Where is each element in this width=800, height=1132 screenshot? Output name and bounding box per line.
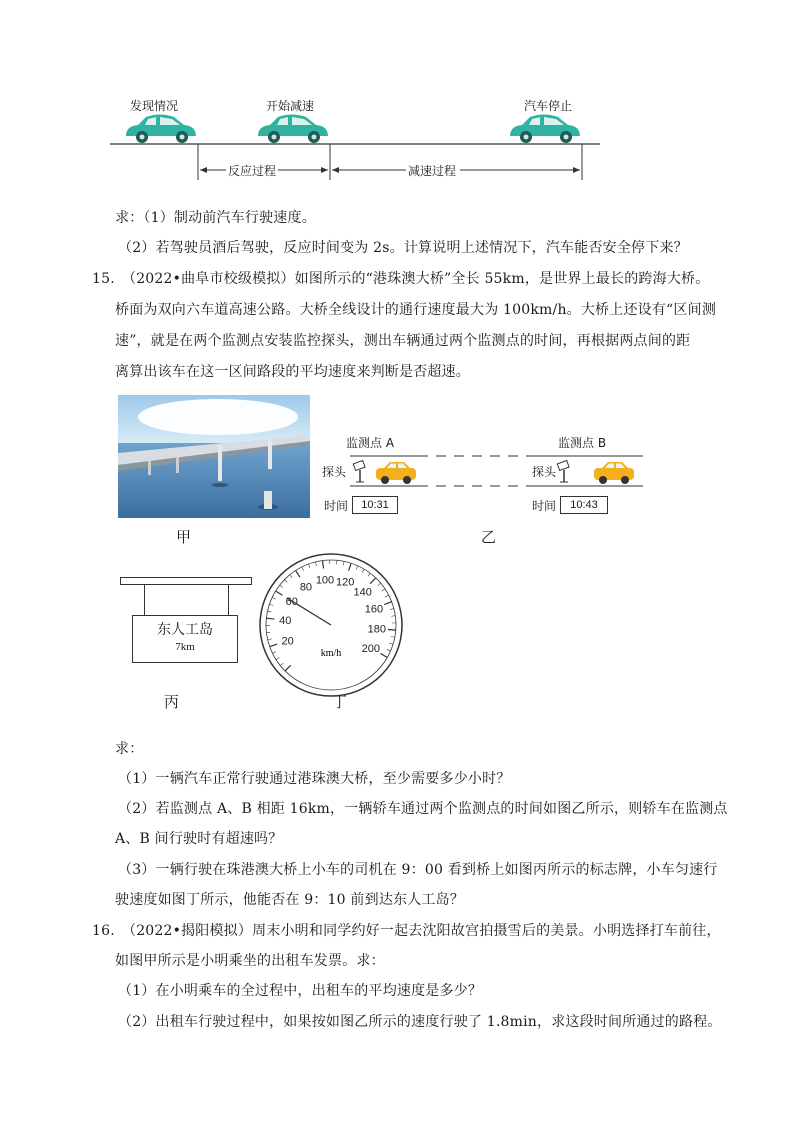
q15-line-3: 速”，就是在两个监测点安装监控探头，测出车辆通过两个监测点的时间，再根据两点间的距 <box>115 333 691 349</box>
speedometer-label: 160 <box>364 603 384 616</box>
sign-destination: 东人工岛 <box>157 622 213 638</box>
probe-b-icon <box>557 460 569 482</box>
car-discover <box>126 115 196 144</box>
time-b-label: 时间 <box>532 499 557 513</box>
time-a-label: 时间 <box>324 499 349 513</box>
q16-line-1: （2022•揭阳模拟）周末小明和同学约好一起去沈阳故宫拍摄雪后的美景。小明选择打车前往， <box>122 923 721 939</box>
car-a-icon <box>376 462 416 484</box>
label-start-brake: 开始减速 <box>266 99 315 113</box>
speedometer-unit: km/h <box>320 648 342 659</box>
time-a-box: 10:31 <box>352 496 398 514</box>
car-stop <box>510 115 580 144</box>
label-stop: 汽车停止 <box>524 99 573 113</box>
speedometer-label: 120 <box>336 576 355 589</box>
probe-a-icon <box>353 460 365 482</box>
speedometer-tick <box>388 629 396 630</box>
fig-yi-caption: 乙 <box>481 528 497 546</box>
speedometer-label: 200 <box>361 643 381 655</box>
fig-ding-caption: 丁 <box>332 693 348 711</box>
braking-diagram <box>110 88 610 188</box>
time-b-box: 10:43 <box>560 496 608 514</box>
label-discover: 发现情况 <box>130 99 179 113</box>
speedometer-label: 60 <box>285 595 298 608</box>
q15-sub1: （1）一辆汽车正常行驶通过港珠澳大桥，至少需要多少小时？ <box>118 771 511 787</box>
probe-a-label: 探头 <box>322 465 347 479</box>
q15-number: 15. <box>92 271 115 287</box>
monitor-diagram <box>318 430 648 520</box>
q15-sub3-line2: 驶速度如图丁所示，他能否在 9：10 前到达东人工岛？ <box>115 892 465 908</box>
speedometer <box>258 552 404 698</box>
q15-sub2-line2: A、B 间行驶时有超速吗？ <box>115 831 283 847</box>
speedometer-label: 180 <box>367 623 387 636</box>
q16-number: 16. <box>92 923 115 939</box>
speedometer-label: 20 <box>281 635 294 648</box>
monitor-b-label: 监测点 B <box>558 436 607 450</box>
bridge-photo <box>118 395 310 518</box>
q14-sub2: （2）若驾驶员酒后驾驶，反应时间变为 2s。计算说明上述情况下，汽车能否安全停下来？ <box>118 240 688 256</box>
speedometer-svg <box>258 552 404 698</box>
q16-sub1: （1）在小明乘车的全过程中，出租车的平均速度是多少？ <box>118 983 483 999</box>
fig-bing-caption: 丙 <box>164 693 180 711</box>
label-reaction: 反应过程 <box>228 164 277 178</box>
sign-distance: 7km <box>175 641 195 653</box>
q15-ask: 求： <box>115 741 144 757</box>
q14-ask: 求：（1）制动前汽车行驶速度。 <box>115 210 316 226</box>
road-sign <box>120 577 255 667</box>
speedometer-tick <box>266 618 274 619</box>
speedometer-label: 100 <box>315 574 335 587</box>
speedometer-label: 140 <box>353 586 372 599</box>
q16-sub2: （2）出租车行驶过程中，如果按如图乙所示的速度行驶了 1.8min，求这段时间所通过的路程。 <box>118 1014 722 1030</box>
q15-sub3-line1: （3）一辆行驶在珠港澳大桥上小车的司机在 9：00 看到桥上如图丙所示的标志牌，小车匀速行 <box>118 862 718 878</box>
q15-sub2-line1: （2）若监测点 A、B 相距 16km，一辆轿车通过两个监测点的时间如图乙所示，则轿车在监测点 <box>118 801 728 817</box>
label-deceleration: 减速过程 <box>408 164 457 178</box>
probe-b-label: 探头 <box>532 465 557 479</box>
q15-line-2: 桥面为双向六车道高速公路。大桥全线设计的通行速度最大为 100km/h。大桥上还设有“区间测 <box>115 302 717 318</box>
q15-line-4: 离算出该车在这一区间路段的平均速度来判断是否超速。 <box>115 364 470 380</box>
car-brake <box>258 115 328 144</box>
q15-line-1: （2022•曲阜市校级模拟）如图所示的“港珠澳大桥”全长 55km，是世界上最长的跨海大桥。 <box>122 271 710 287</box>
speedometer-label: 80 <box>299 581 313 594</box>
q16-line-2: 如图甲所示是小明乘坐的出租车发票。求： <box>115 953 385 969</box>
fig-jia-caption: 甲 <box>176 528 192 546</box>
speedometer-label: 40 <box>279 615 292 628</box>
monitor-a-label: 监测点 A <box>346 436 395 450</box>
car-b-icon <box>594 462 634 484</box>
